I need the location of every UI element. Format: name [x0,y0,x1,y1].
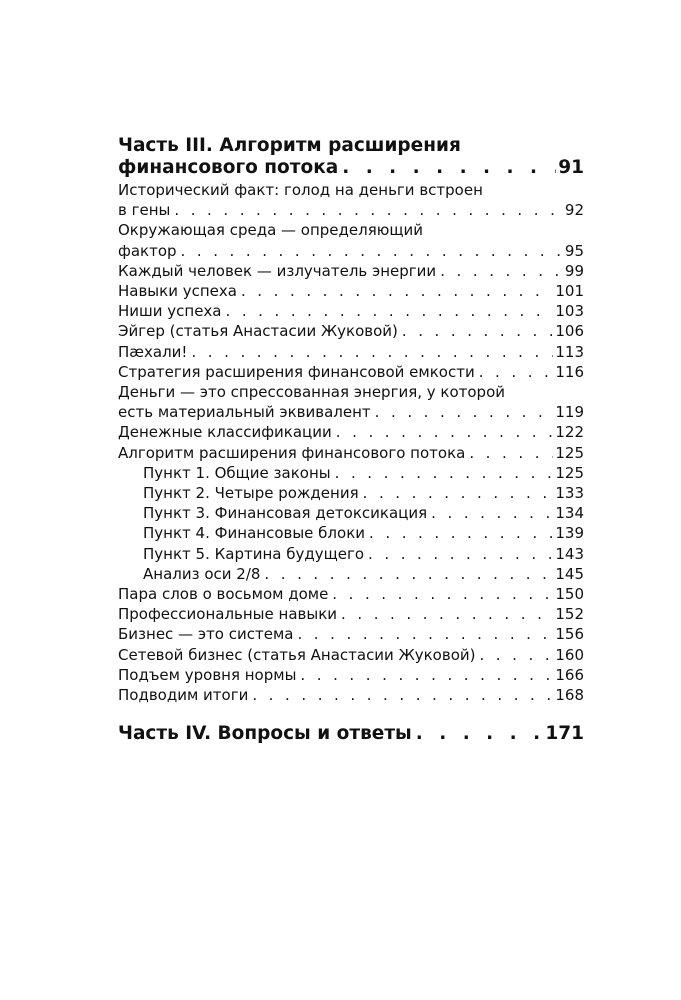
toc-entry-capacity-strategy[interactable] [118,362,584,382]
toc-entry-point-4[interactable] [118,523,584,543]
entry-title-line1: Окружающая среда — определяющий [118,221,424,240]
entry-title: Пункт 3. Финансовая детоксикация [143,504,428,523]
dot-leader [222,301,554,321]
dot-leader [371,402,554,422]
toc-entry-eighth-house[interactable] [118,584,584,604]
page-number: 113 [555,342,584,361]
page-number: 139 [555,524,584,543]
entry-title: есть материальный эквивалент [118,403,371,422]
toc-entry-historical-fact[interactable] [118,180,584,220]
toc-entry-success-niches[interactable] [118,301,584,321]
page-number: 106 [555,322,584,341]
dot-leader [337,604,553,624]
entry-title: Эйгер (статья Анастасии Жуковой) [118,322,398,341]
dot-leader [465,443,553,463]
dot-leader [187,342,553,362]
dot-leader [248,685,553,705]
entry-title: Ниши успеха [118,302,222,321]
page-number: 103 [555,302,584,321]
page-number: 166 [555,665,584,684]
dot-leader [475,645,553,665]
page-number: 156 [555,625,584,644]
page-number: 122 [555,423,584,442]
dot-leader [338,157,556,179]
toc-part-3[interactable] [118,135,584,179]
entry-title: Бизнес — это система [118,625,294,644]
part-3-title-line2: финансового потока [118,157,339,178]
page-number: 134 [555,504,584,523]
entry-title: Подъем уровня нормы [118,665,297,684]
part-3-title-line1: Часть III. Алгоритм расширения [118,135,461,156]
page-number: 145 [555,564,584,583]
entry-title: Денежные классификации [118,423,332,442]
page-number: 91 [558,157,584,178]
dot-leader [332,422,554,442]
dot-leader [436,261,563,281]
page-number: 125 [555,443,584,462]
page-number: 143 [555,544,584,563]
dot-leader [427,503,553,523]
page-number: 119 [555,403,584,422]
toc-entry-environment[interactable] [118,220,584,260]
entry-title: Пæхали! [118,342,188,361]
toc-entry-norm-level[interactable] [118,665,584,685]
entry-title: Сетевой бизнес (статья Анастасии Жуковой) [118,645,476,664]
page-number: 152 [555,605,584,624]
page-number: 92 [564,201,584,220]
part-4-title: Часть IV. Вопросы и ответы [118,723,412,745]
dot-leader [398,321,554,341]
toc-entry-energy-emitter[interactable] [118,261,584,281]
dot-leader [293,624,553,644]
dot-leader [365,523,553,543]
entry-title-line1: Деньги — это спрессованная энергия, у которой [118,383,506,402]
entry-title: Подводим итоги [118,686,249,705]
page-number: 150 [555,585,584,604]
dot-leader [412,723,544,745]
entry-title: Анализ оси 2/8 [143,564,261,583]
toc-entry-point-3[interactable] [118,503,584,523]
toc-entry-network-business[interactable] [118,645,584,665]
entry-title: Алгоритм расширения финансового потока [118,443,466,462]
dot-leader [170,200,563,220]
toc-entry-summary[interactable] [118,685,584,705]
dot-leader [177,241,563,261]
page-number: 116 [555,362,584,381]
toc-entry-point-1[interactable] [118,463,584,483]
dot-leader [364,544,553,564]
dot-leader [296,665,553,685]
toc-entry-professional-skills[interactable] [118,604,584,624]
entry-title: фактор [118,241,177,260]
entry-title-line1: Исторический факт: голод на деньги встроен [118,181,483,199]
entry-title: Пара слов о восьмом доме [118,585,329,604]
page-number: 99 [564,261,584,280]
toc-entry-point-2[interactable] [118,483,584,503]
page-number: 171 [545,723,584,745]
entry-title: Каждый человек — излучатель энергии [118,261,437,280]
entry-title: в гены [118,201,171,220]
toc-part-4[interactable] [118,723,584,745]
toc-entry-flow-algorithm[interactable] [118,443,584,463]
toc-entry-business-system[interactable] [118,624,584,644]
toc-entry-point-5[interactable] [118,544,584,564]
entry-title: Навыки успеха [118,282,237,301]
entry-title: Профессиональные навыки [118,605,338,624]
page-number: 125 [555,463,584,482]
dot-leader [237,281,553,301]
entry-title: Пункт 1. Общие законы [143,463,331,482]
page-number: 95 [564,241,584,260]
dot-leader [359,483,554,503]
dot-leader [331,463,554,483]
dot-leader [328,584,553,604]
page-number: 168 [555,686,584,705]
toc-entry-success-skills[interactable] [118,281,584,301]
toc-entry-paehali[interactable] [118,342,584,362]
toc-entry-money-classifications[interactable] [118,422,584,442]
toc-entry-eiger[interactable] [118,321,584,341]
dot-leader [260,564,553,584]
page-number: 101 [555,282,584,301]
entry-title: Пункт 4. Финансовые блоки [143,524,366,543]
table-of-contents [118,135,584,745]
toc-entry-axis-analysis[interactable] [118,564,584,584]
page-number: 133 [555,484,584,503]
entry-title: Пункт 5. Картина будущего [143,544,365,563]
entry-title: Стратегия расширения финансовой емкости [118,362,475,381]
dot-leader [475,362,554,382]
page-number: 160 [555,645,584,664]
entry-title: Пункт 2. Четыре рождения [143,484,359,503]
toc-entry-compressed-energy[interactable] [118,382,584,422]
